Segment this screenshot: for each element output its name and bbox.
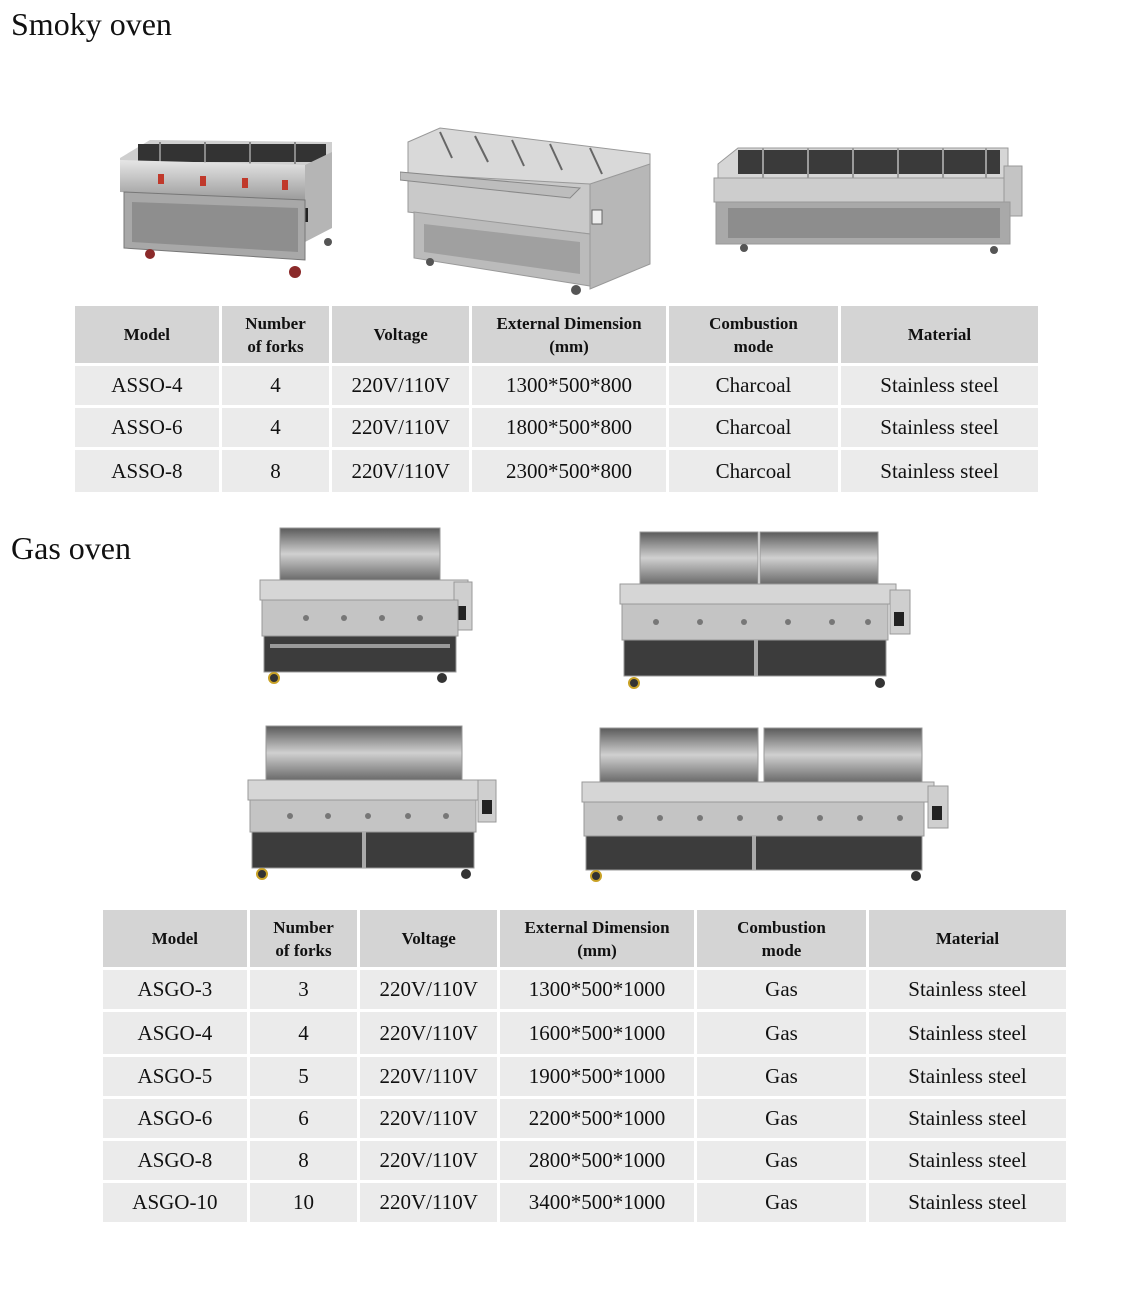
cell-combustion: Charcoal [669,408,838,447]
gas-oven-photo-4 [580,726,952,886]
smoky-oven-photo-2 [400,124,655,300]
header-model: Model [103,910,247,967]
header-number-of-forks: Number of forks [250,910,358,967]
cell-material: Stainless steel [869,1099,1066,1138]
header-external-dimension: External Dimension (mm) [472,306,666,363]
cell-material: Stainless steel [869,1057,1066,1096]
cell-material: Stainless steel [869,1141,1066,1180]
cell-voltage: 220V/110V [360,1012,497,1054]
cell-dimension: 2300*500*800 [472,450,666,492]
cell-material: Stainless steel [841,366,1038,405]
cell-dimension: 2800*500*1000 [500,1141,694,1180]
table-row [75,408,1038,447]
cell-combustion: Gas [697,1099,866,1138]
cell-combustion: Charcoal [669,450,838,492]
cell-dimension: 1900*500*1000 [500,1057,694,1096]
table-row [103,1012,1066,1054]
cell-forks: 10 [250,1183,358,1222]
table-row [75,366,1038,405]
cell-voltage: 220V/110V [332,366,469,405]
gas-oven-title: Gas oven [11,530,131,566]
header-combustion-mode: Combustion mode [669,306,838,363]
header-material: Material [841,306,1038,363]
header-voltage: Voltage [360,910,497,967]
cell-combustion: Gas [697,1183,866,1222]
cell-combustion: Gas [697,1141,866,1180]
cell-forks: 4 [222,408,330,447]
cell-dimension: 3400*500*1000 [500,1183,694,1222]
gas-oven-photo-2 [618,530,914,692]
cell-model: ASGO-4 [103,1012,247,1054]
cell-model: ASGO-5 [103,1057,247,1096]
cell-model: ASSO-4 [75,366,219,405]
smoky-oven-photo-3 [708,142,1028,256]
cell-voltage: 220V/110V [360,970,497,1009]
cell-model: ASGO-10 [103,1183,247,1222]
cell-dimension: 1800*500*800 [472,408,666,447]
table-row [75,450,1038,492]
cell-material: Stainless steel [841,450,1038,492]
gas-oven-photo-3 [246,724,502,884]
cell-voltage: 220V/110V [332,450,469,492]
cell-combustion: Charcoal [669,366,838,405]
cell-model: ASGO-6 [103,1099,247,1138]
table-row [103,1141,1066,1180]
cell-dimension: 1300*500*1000 [500,970,694,1009]
cell-model: ASSO-8 [75,450,219,492]
cell-material: Stainless steel [869,1012,1066,1054]
cell-forks: 4 [250,1012,358,1054]
smoky-oven-title: Smoky oven [11,6,172,42]
cell-model: ASGO-8 [103,1141,247,1180]
table-header-row [75,306,1038,363]
table-row [103,1183,1066,1222]
cell-voltage: 220V/110V [360,1183,497,1222]
cell-forks: 6 [250,1099,358,1138]
table-row [103,1057,1066,1096]
header-material: Material [869,910,1066,967]
table-header-row [103,910,1066,967]
cell-forks: 8 [222,450,330,492]
cell-model: ASGO-3 [103,970,247,1009]
cell-forks: 3 [250,970,358,1009]
table-row [103,1099,1066,1138]
cell-dimension: 1600*500*1000 [500,1012,694,1054]
header-model: Model [75,306,219,363]
cell-dimension: 1300*500*800 [472,366,666,405]
cell-voltage: 220V/110V [360,1141,497,1180]
cell-combustion: Gas [697,970,866,1009]
cell-voltage: 220V/110V [360,1099,497,1138]
cell-voltage: 220V/110V [332,408,469,447]
gas-oven-spec-table [100,907,1069,1225]
cell-combustion: Gas [697,1057,866,1096]
smoky-oven-photo-1 [110,130,340,290]
cell-material: Stainless steel [869,970,1066,1009]
cell-combustion: Gas [697,1012,866,1054]
header-combustion-mode: Combustion mode [697,910,866,967]
cell-material: Stainless steel [869,1183,1066,1222]
cell-model: ASSO-6 [75,408,219,447]
smoky-oven-spec-table [72,303,1041,495]
header-voltage: Voltage [332,306,469,363]
cell-forks: 4 [222,366,330,405]
table-row [103,970,1066,1009]
cell-forks: 8 [250,1141,358,1180]
header-external-dimension: External Dimension (mm) [500,910,694,967]
cell-voltage: 220V/110V [360,1057,497,1096]
cell-dimension: 2200*500*1000 [500,1099,694,1138]
cell-material: Stainless steel [841,408,1038,447]
header-number-of-forks: Number of forks [222,306,330,363]
gas-oven-photo-1 [258,526,478,688]
cell-forks: 5 [250,1057,358,1096]
